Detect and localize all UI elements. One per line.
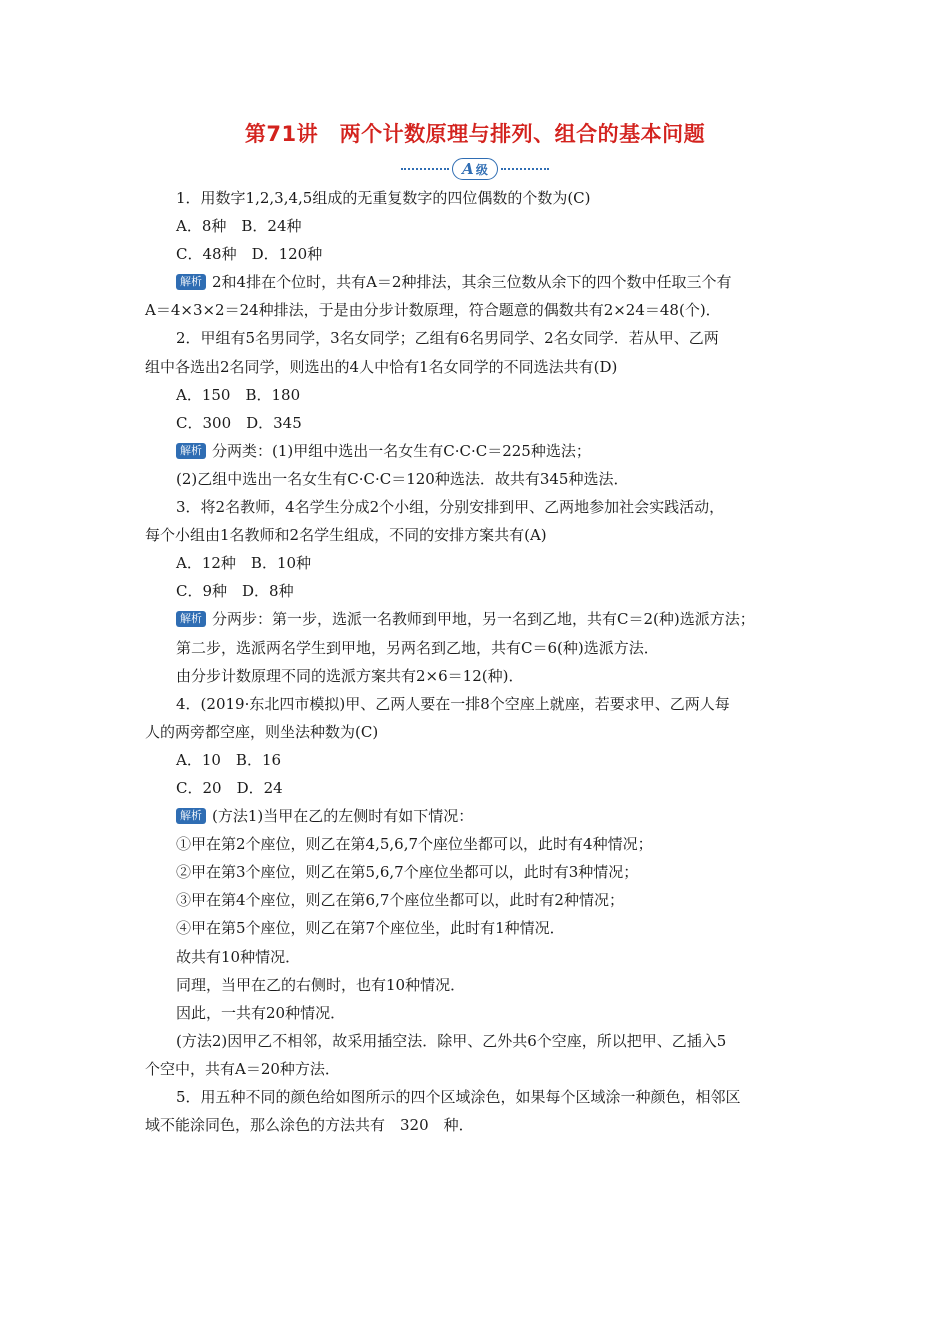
text-line [145,353,817,381]
line-text: ③甲在第4个座位，则乙在第6,7个座位坐都可以，此时有2种情况； [176,891,624,910]
line-text: 2．甲组有5名男同学，3名女同学；乙组有6名男同学、2名女同学．若从甲、乙两 [176,329,719,348]
line-text: (方法2)因甲乙不相邻，故采用插空法．除甲、乙外共6个空座，所以把甲、乙插入5 [176,1031,727,1050]
line-text: 每个小组由1名教师和2名学生组成，不同的安排方案共有(A) [145,526,547,545]
text-line [145,184,817,212]
line-text: C．20 D．24 [176,778,283,797]
text-line [145,268,817,296]
line-text: ②甲在第3个座位，则乙在第5,6,7个座位坐都可以，此时有3种情况； [176,863,639,882]
text-line [145,858,817,886]
text-line [145,802,817,830]
line-text: 第二步，选派两名学生到甲地，另两名到乙地，共有C＝6(种)选派方法． [176,638,659,657]
line-text: ①甲在第2个座位，则乙在第4,5,6,7个座位坐都可以，此时有4种情况； [176,835,653,854]
line-text: 因此，一共有20种情况． [176,1003,346,1022]
line-text: 4．(2019·东北四市模拟)甲、乙两人要在一排8个空座上就座，若要求甲、乙两人每 [176,694,730,713]
line-text: 个空中，共有A＝20种方法． [145,1059,340,1078]
text-line [145,1111,817,1139]
text-line [145,718,817,746]
text-line [145,662,817,690]
level-letter: A [462,160,474,178]
line-text: A＝4×3×2＝24种排法，于是由分步计数原理，符合题意的偶数共有2×24＝48(个)． [145,301,721,320]
level-badge [452,158,498,180]
text-line [145,240,817,268]
text-line [145,914,817,942]
line-text: 组中各选出2名同学，则选出的4人中恰有1名女同学的不同选法共有(D) [145,357,618,376]
line-text: ④甲在第5个座位，则乙在第7个座位坐，此时有1种情况． [176,919,565,938]
analysis-tag: 解析 [176,611,206,627]
text-line [145,465,817,493]
line-text: 分两步：第一步，选派一名教师到甲地，另一名到乙地，共有C＝2(种)选派方法； [212,610,755,629]
text-line [145,1027,817,1055]
line-text: A．8种 B．24种 [176,217,302,236]
text-line [145,634,817,662]
text-line [145,830,817,858]
exercise-content [145,184,817,1139]
level-badge-row [0,158,950,180]
analysis-tag: 解析 [176,274,206,290]
text-line [145,324,817,352]
dotted-divider-right [501,168,549,170]
line-text: 3．将2名教师，4名学生分成2个小组，分别安排到甲、乙两地参加社会实践活动， [176,498,725,517]
line-text: 由分步计数原理不同的选派方案共有2×6＝12(种)． [176,666,524,685]
page-title: 第71讲 两个计数原理与排列、组合的基本问题 [244,122,706,146]
line-text: 1．用数字1,2,3,4,5组成的无重复数字的四位偶数的个数为(C) [176,189,591,207]
text-line [145,943,817,971]
level-suffix: 级 [475,162,488,177]
line-text: C．9种 D．8种 [176,582,294,601]
text-line [145,746,817,774]
line-text: 同理，当甲在乙的右侧时，也有10种情况． [176,975,466,994]
text-line [145,971,817,999]
text-line [145,690,817,718]
analysis-tag: 解析 [176,808,206,824]
text-line [145,409,817,437]
line-text: C．48种 D．120种 [176,245,323,264]
text-line [145,493,817,521]
line-text: 分两类：(1)甲组中选出一名女生有C·C·C＝225种选法； [212,441,591,460]
line-text: 人的两旁都空座，则坐法种数为(C) [145,722,379,741]
line-text: (方法1)当甲在乙的左侧时有如下情况： [212,807,474,826]
line-text: A．150 B．180 [176,385,301,404]
line-text: A．10 B．16 [176,750,282,769]
text-line [145,999,817,1027]
line-text: C．300 D．345 [176,413,302,432]
line-text: (2)乙组中选出一名女生有C·C·C＝120种选法．故共有345种选法． [176,469,629,488]
text-line [145,212,817,240]
text-line [145,605,817,633]
text-line [145,1055,817,1083]
line-text: 5．用五种不同的颜色给如图所示的四个区域涂色，如果每个区域涂一种颜色，相邻区 [176,1088,741,1106]
dotted-divider-left [401,168,449,170]
text-line [145,437,817,465]
line-text: 2和4排在个位时，共有A＝2种排法，其余三位数从余下的四个数中任取三个有 [212,273,732,292]
text-line [145,381,817,409]
text-line [145,577,817,605]
analysis-tag: 解析 [176,443,206,459]
line-text: A．12种 B．10种 [176,554,312,573]
text-line [145,521,817,549]
line-text: 域不能涂同色，那么涂色的方法共有 320 种． [145,1116,474,1135]
line-text: 故共有10种情况． [176,947,301,966]
text-line [145,774,817,802]
text-line [145,886,817,914]
text-line [145,296,817,324]
text-line [145,1083,817,1111]
text-line [145,549,817,577]
